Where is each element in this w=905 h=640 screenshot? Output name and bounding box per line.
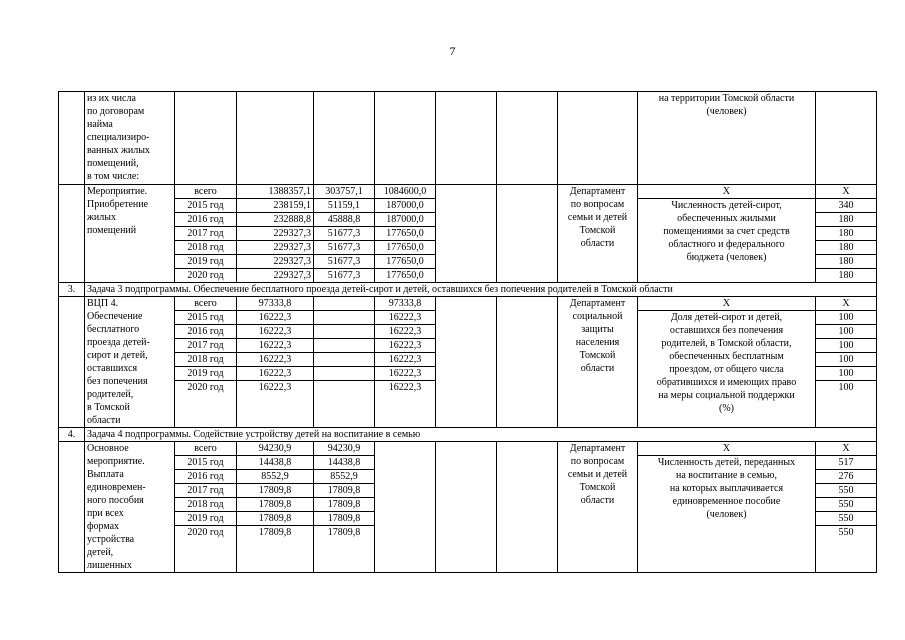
indicator-text: на территории Томской области (человек) [638, 92, 816, 185]
federal-values [314, 297, 374, 394]
table-row [59, 297, 877, 428]
task-title: Задача 4 подпрограммы. Содействие устройству детей на воспитание в семью [85, 428, 877, 442]
indicator-values: Х 517 276 550 550 550 550 [816, 442, 876, 539]
indicator-text: Доля детей-сирот и детей, оставшихся без попечения родителей, в Томской области, обеспеченных бесплатным проездом, от общего числа обратившихся и имеющих право на меры социальной поддержки (%) [638, 311, 815, 416]
task-row [59, 283, 877, 297]
task-row [59, 428, 877, 442]
total-values: 97333,8 16222,3 16222,3 16222,3 16222,3 16222,3 16222,3 [237, 297, 313, 394]
measure-name: Основное мероприятие. Выплата единовремен- ного пособия при всех формах устройства детей, лишенных [85, 442, 175, 573]
indicator-block: Х Численность детей-сирот, обеспеченных жилыми помещениями за счет средств областного и федерального бюджета (человек) [638, 185, 815, 264]
indicator-block: Х Доля детей-сирот и детей, оставшихся без попечения родителей, в Томской области, обеспеченных бесплатным проездом, от общего числа обратившихся и имеющих право на меры социальной поддержки (%) [638, 297, 815, 415]
measure-name: Мероприятие. Приобретение жилых помещений [85, 185, 175, 283]
executor: Департамент по вопросам семьи и детей Томской области [558, 185, 638, 283]
regional-values: 1084600,0 187000,0 187000,0 177650,0 177650,0 177650,0 177650,0 [375, 185, 435, 282]
total-values: 1388357,1 238159,1 232888,8 229327,3 229327,3 229327,3 229327,3 [237, 185, 313, 282]
executor: Департамент социальной защиты населения Томской области [558, 297, 638, 428]
task-number: 4. [59, 428, 85, 442]
task-title: Задача 3 подпрограммы. Обеспечение бесплатного проезда детей-сирот и детей, оставшихся без попечения родителей в Томской области [85, 283, 877, 297]
table-row [59, 92, 877, 185]
federal-values: 303757,1 51159,1 45888,8 51677,3 51677,3 51677,3 51677,3 [314, 185, 374, 282]
period-list: всего 2015 год 2016 год 2017 год 2018 год 2019 год 2020 год [175, 297, 236, 394]
total-values: 94230,9 14438,8 8552,9 17809,8 17809,8 17809,8 17809,8 [237, 442, 313, 539]
indicator-text: Численность детей, переданных на воспитание в семью, на которых выплачивается единовременное пособие (человек) [638, 456, 815, 522]
page-number: 7 [449, 44, 456, 58]
indicator-values: Х 100 100 100 100 100 100 [816, 297, 876, 394]
period-list: всего 2015 год 2016 год 2017 год 2018 год 2019 год 2020 год [175, 185, 236, 282]
executor: Департамент по вопросам семьи и детей Томской области [558, 442, 638, 573]
regional-values: 97333,8 16222,3 16222,3 16222,3 16222,3 16222,3 16222,3 [375, 297, 435, 394]
row-name: из их числа по договорам найма специализиро- ванных жилых помещений, в том числе: [85, 92, 175, 185]
table-row [59, 442, 877, 573]
indicator-text: Численность детей-сирот, обеспеченных жилыми помещениями за счет средств областного и федерального бюджета (человек) [638, 199, 815, 265]
indicator-values: Х 340 180 180 180 180 180 [816, 185, 876, 282]
federal-values: 94230,9 14438,8 8552,9 17809,8 17809,8 17809,8 17809,8 [314, 442, 374, 539]
indicator-block: Х Численность детей, переданных на воспитание в семью, на которых выплачивается единовременное пособие (человек) [638, 442, 815, 521]
program-table [58, 91, 877, 573]
table-row [59, 185, 877, 283]
period-list: всего 2015 год 2016 год 2017 год 2018 год 2019 год 2020 год [175, 442, 236, 539]
task-number: 3. [59, 283, 85, 297]
measure-name: ВЦП 4. Обеспечение бесплатного проезда детей- сирот и детей, оставшихся без попечения родителей, в Томской области [85, 297, 175, 428]
